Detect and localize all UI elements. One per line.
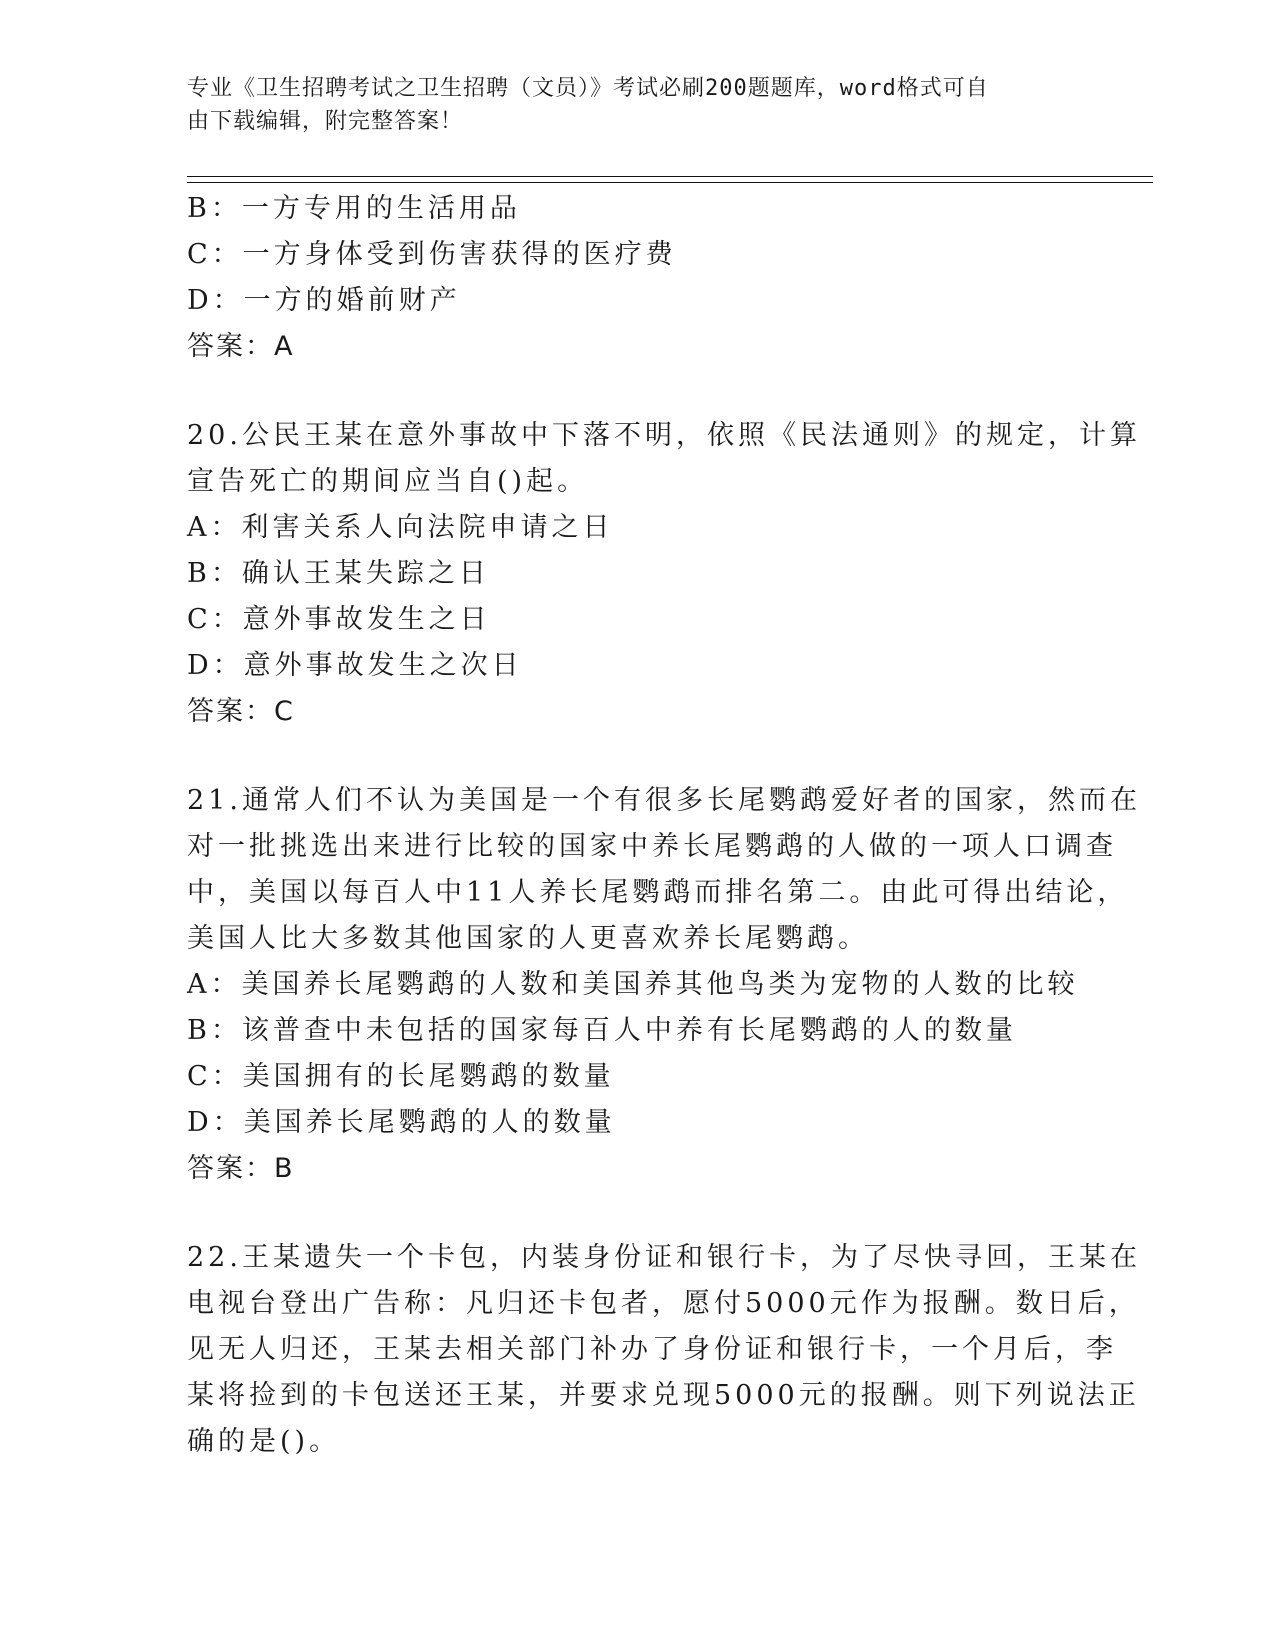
question-22	[187, 1235, 1141, 1465]
answer-line: 答案：A	[187, 331, 295, 362]
question-text-line: 中，美国以每百人中11人养长尾鹦鹉而排名第二。由此可得出结论，	[187, 877, 1129, 908]
option-b: B：该普查中未包括的国家每百人中养有长尾鹦鹉的人的数量	[187, 1015, 1017, 1046]
answer-line: 答案：B	[187, 1153, 295, 1184]
question-text-line: 见无人归还，王某去相关部门补办了身份证和银行卡，一个月后，李	[187, 1334, 1117, 1365]
option-b: B：一方专用的生活用品	[187, 193, 521, 224]
question-19-continued	[187, 186, 1087, 370]
header-line-2: 由下载编辑，附完整答案！	[187, 109, 464, 134]
option-a: A：美国养长尾鹦鹉的人数和美国养其他鸟类为宠物的人数的比较	[187, 969, 1079, 1000]
option-b: B：确认王某失踪之日	[187, 558, 490, 589]
question-text-line: 宣告死亡的期间应当自()起。	[187, 466, 589, 497]
answer-line: 答案：C	[187, 696, 295, 727]
question-text-line: 确的是()。	[187, 1426, 341, 1457]
header-line-1: 专业《卫生招聘考试之卫生招聘（文员）》考试必刷200题题库，word格式可自	[187, 76, 989, 101]
option-a: A：利害关系人向法院申请之日	[187, 512, 614, 543]
option-c: C：一方身体受到伤害获得的医疗费	[187, 239, 677, 270]
option-c: C：美国拥有的长尾鹦鹉的数量	[187, 1061, 615, 1092]
question-20	[187, 413, 1141, 735]
question-21	[187, 778, 1141, 1192]
header-rule-bottom	[187, 182, 1153, 183]
option-c: C：意外事故发生之日	[187, 604, 491, 635]
question-text-line: 22.王某遗失一个卡包，内装身份证和银行卡，为了尽快寻回，王某在	[187, 1242, 1141, 1273]
question-text-line: 某将捡到的卡包送还王某，并要求兑现5000元的报酬。则下列说法正	[187, 1380, 1140, 1411]
question-text-line: 电视台登出广告称：凡归还卡包者，愿付5000元作为报酬。数日后，	[187, 1288, 1140, 1319]
option-d: D：一方的婚前财产	[187, 285, 461, 316]
header-rule-top	[187, 176, 1153, 177]
question-text-line: 美国人比大多数其他国家的人更喜欢养长尾鹦鹉。	[187, 923, 869, 954]
question-text-line: 对一批挑选出来进行比较的国家中养长尾鹦鹉的人做的一项人口调查	[187, 831, 1117, 862]
option-d: D：意外事故发生之次日	[187, 650, 523, 681]
document-header	[187, 72, 1067, 138]
document-body	[187, 186, 1141, 1465]
question-text-line: 20.公民王某在意外事故中下落不明，依照《民法通则》的规定，计算	[187, 420, 1141, 451]
option-d: D：美国养长尾鹦鹉的人的数量	[187, 1107, 616, 1138]
question-text-line: 21.通常人们不认为美国是一个有很多长尾鹦鹉爱好者的国家，然而在	[187, 785, 1141, 816]
